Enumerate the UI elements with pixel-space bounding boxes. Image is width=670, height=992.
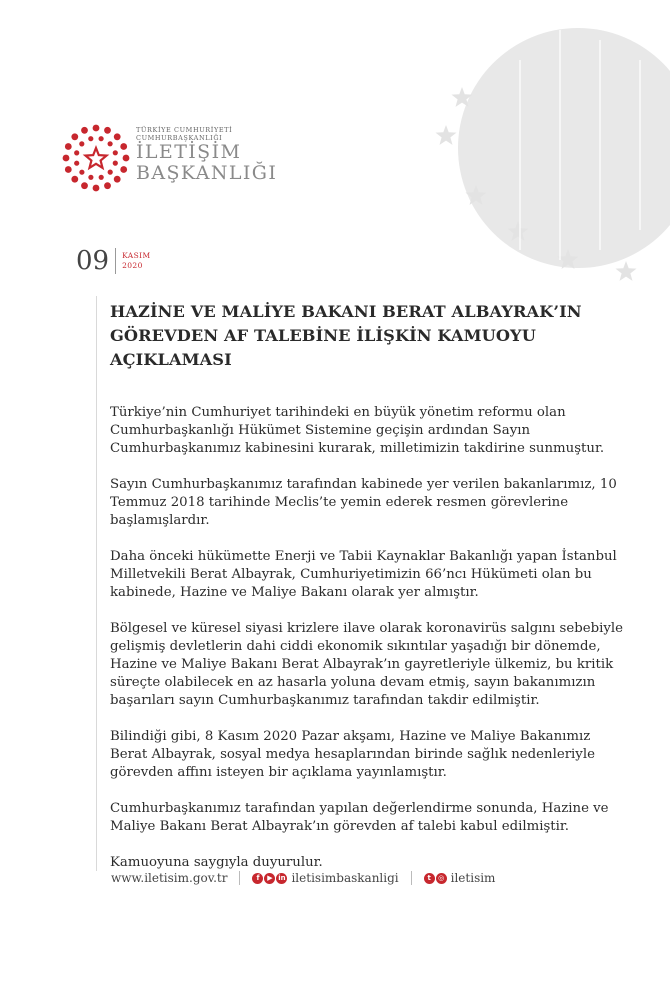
paragraph: Sayın Cumhurbaşkanımız tarafından kabinede yer verilen bakanlarımız, 10 Temmuz 2018 tarihinde Meclis’te yemin ederek resmen görevlerine başlamışlardır. — [110, 477, 617, 528]
twitter-icon[interactable]: t — [424, 873, 435, 884]
title-line-2: GÖREVDEN AF TALEBİNE İLİŞKİN KAMUOYU AÇIKLAMASI — [110, 326, 536, 369]
paragraph: Kamuoyuna saygıyla duyurulur. — [110, 855, 323, 870]
footer — [111, 871, 495, 885]
paragraph: Cumhurbaşkanımız tarafından yapılan değerlendirme sonunda, Hazine ve Maliye Bakanı Berat Albayrak’ın görevden af talebi kabul edilmiştir. — [110, 801, 609, 834]
decorative-star-icon — [436, 125, 457, 145]
logo-emblem-icon — [60, 122, 132, 194]
paragraph: Bilindiği gibi, 8 Kasım 2020 Pazar akşamı, Hazine ve Maliye Bakanımız Berat Albayrak, sosyal medya hesaplarından birinde sağlık nedenleriyle görevden affını isteyen bir açıklama yayınlamıştır. — [110, 729, 595, 780]
social-handle-primary[interactable]: iletisimbaskanligi — [291, 871, 399, 885]
date-day: 09 — [76, 246, 110, 276]
social-handle-secondary[interactable]: iletisim — [450, 871, 496, 885]
footer-divider — [239, 871, 240, 885]
title-line-1: HAZİNE VE MALİYE BAKANI BERAT ALBAYRAK’IN — [110, 302, 582, 321]
press-release-title — [110, 300, 630, 372]
vertical-rule — [96, 296, 97, 871]
linkedin-icon[interactable]: in — [278, 874, 286, 882]
logo-line-2: CUMHURBAŞKANLIĞI — [136, 134, 223, 142]
decorative-circle — [458, 28, 670, 268]
decorative-star-icon — [616, 261, 637, 281]
paragraph: Bölgesel ve küresel siyasi krizlere ilave olarak koronavirüs salgını sebebiyle gelişmiş devletlerin dahi ciddi ekonomik sıkıntılar yaşadığı bir dönemde, Hazine ve Maliye Bakanı Berat Albayrak’ın gayretleriyle ülkemiz, bu kritik süreçte olabilecek en az hasarla yoluna devam etmiş, sayın bakanımızın başarıları sayın Cumhurbaşkanımız tarafından takdir edilmiştir. — [110, 621, 624, 708]
date-year: 2020 — [122, 261, 143, 270]
youtube-icon[interactable]: ▶ — [264, 873, 275, 884]
date-month: KASIM — [122, 251, 151, 260]
logo-line-1: TÜRKİYE CUMHURİYETİ — [136, 126, 233, 134]
institution-logo — [136, 126, 277, 184]
press-release-body — [110, 300, 630, 890]
date-month-year — [122, 251, 151, 271]
instagram-icon[interactable]: ◎ — [436, 873, 447, 884]
logo-line-4: BAŞKANLIĞI — [136, 162, 278, 184]
logo-line-3: İLETİŞİM — [136, 141, 242, 163]
website-link[interactable]: www.iletisim.gov.tr — [111, 871, 228, 885]
facebook-icon[interactable]: f — [252, 873, 263, 884]
date-divider — [115, 248, 116, 274]
paragraph: Daha önceki hükümette Enerji ve Tabii Kaynaklar Bakanlığı yapan İstanbul Milletvekili Berat Albayrak, Cumhuriyetimizin 66’ncı Hükümeti olan bu kabinede, Hazine ve Maliye Bakanı olarak yer almıştır. — [110, 549, 617, 600]
paragraph: Türkiye’nin Cumhuriyet tarihindeki en büyük yönetim reformu olan Cumhurbaşkanlığı Hükümet Sistemine geçişin ardından Sayın Cumhurbaşkanımız kabinesini kurarak, milletimizin takdirine sunmuştur. — [110, 405, 605, 456]
footer-divider — [411, 871, 412, 885]
press-date — [76, 248, 151, 274]
